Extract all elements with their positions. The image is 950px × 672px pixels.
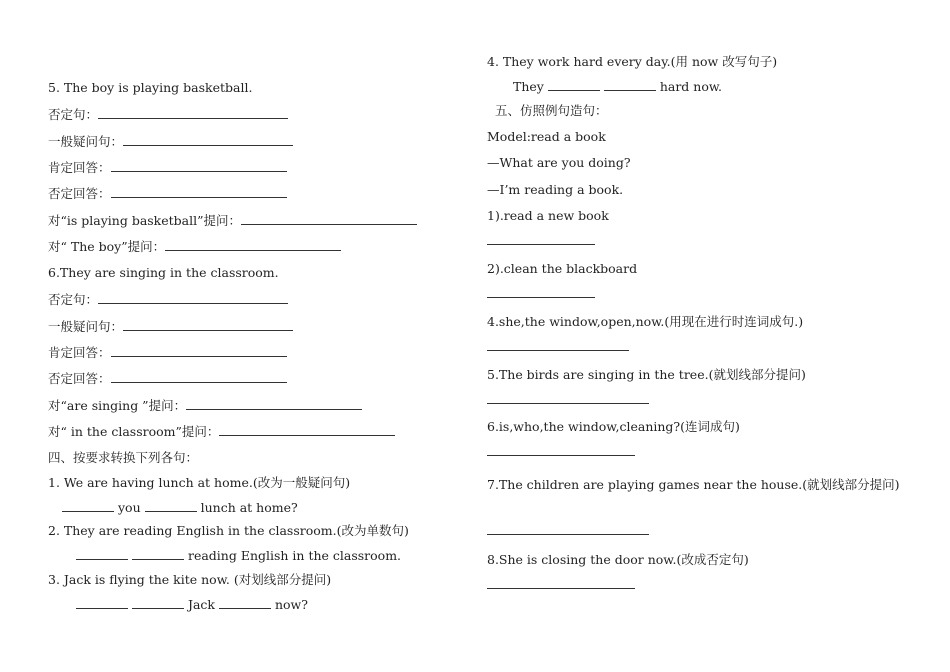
model-line: Model:read a book [487,129,606,144]
answer-blank[interactable] [111,159,287,172]
answer-blank[interactable] [111,185,287,198]
practice-2-answer [487,285,595,302]
q5-negative-line: 否定句： [48,106,288,123]
answer-blank[interactable] [98,291,288,304]
answer-blank[interactable] [548,78,600,91]
answer-blank[interactable] [487,443,635,456]
q5-positive-answer-line: 肯定回答： [48,159,287,176]
q5-ask-subject-line: 对“ The boy”提问： [48,238,341,255]
practice-2: 2).clean the blackboard [487,261,638,276]
dialog-line-2: —I’m reading a book. [487,182,624,197]
q6-question-line: 一般疑问句： [48,318,293,335]
answer-blank[interactable] [219,596,271,609]
answer-blank[interactable] [487,522,649,535]
answer-blank[interactable] [111,344,287,357]
q6-positive-answer-line: 肯定回答： [48,344,287,361]
r-item-5: 5.The birds are singing in the tree.(就划线部分提问) [487,367,806,382]
answer-blank[interactable] [241,212,417,225]
answer-blank[interactable] [62,499,114,512]
s4-item-2-answer: reading English in the classroom. [76,547,401,564]
dialog-line-1: —What are you doing? [487,155,631,170]
answer-blank[interactable] [487,338,629,351]
q6-negative-answer-line: 否定回答： [48,370,287,387]
s4-item-2: 2. They are reading English in the classroom.(改为单数句) [48,523,409,538]
r-item-6-answer [487,443,635,460]
answer-blank[interactable] [186,397,362,410]
r-item-8-answer [487,576,635,593]
answer-blank[interactable] [98,106,288,119]
section-4-heading: 四、按要求转换下列各句： [48,450,199,465]
answer-blank[interactable] [487,391,649,404]
answer-blank[interactable] [487,285,595,298]
r-item-8: 8.She is closing the door now.(改成否定句) [487,552,749,567]
q5-question-line: 一般疑问句： [48,133,293,150]
answer-blank[interactable] [76,596,128,609]
s4-item-3: 3. Jack is flying the kite now. (对划线部分提问) [48,572,332,587]
answer-blank[interactable] [123,318,293,331]
q6-title: 6.They are singing in the classroom. [48,265,279,280]
answer-blank[interactable] [165,238,341,251]
answer-blank[interactable] [132,547,184,560]
answer-blank[interactable] [123,133,293,146]
q6-ask-action-line: 对“are singing ”提问： [48,397,362,414]
r-item-7-answer [487,522,649,539]
s4-item-1-answer: you lunch at home? [62,499,298,516]
answer-blank[interactable] [111,370,287,383]
answer-blank[interactable] [487,232,595,245]
r-item-4b: 4.she,the window,open,now.(用现在进行时连词成句.) [487,314,804,329]
answer-blank[interactable] [487,576,635,589]
q5-ask-action-line: 对“is playing basketball”提问： [48,212,417,229]
r-item-4b-answer [487,338,629,355]
practice-1-answer [487,232,595,249]
q6-negative-line: 否定句： [48,291,288,308]
q6-ask-place-line: 对“ in the classroom”提问： [48,423,395,440]
r-item-6: 6.is,who,the window,cleaning?(连词成句) [487,419,740,434]
r-item-4: 4. They work hard every day.(用 now 改写句子) [487,54,778,69]
answer-blank[interactable] [145,499,197,512]
r-item-4-answer: They hard now. [513,79,723,94]
section-5-heading: 五、仿照例句造句： [495,103,608,118]
s4-item-1: 1. We are having lunch at home.(改为一般疑问句) [48,475,351,490]
r-item-7: 7.The children are playing games near the house.(就划线部分提问) [487,477,900,492]
s4-item-3-answer: Jack now? [76,596,308,613]
answer-blank[interactable] [76,547,128,560]
q5-title: 5. The boy is playing basketball. [48,80,253,95]
practice-1: 1).read a new book [487,208,609,223]
q5-negative-answer-line: 否定回答： [48,185,287,202]
r-item-5-answer [487,391,649,408]
answer-blank[interactable] [604,78,656,91]
answer-blank[interactable] [219,423,395,436]
answer-blank[interactable] [132,596,184,609]
